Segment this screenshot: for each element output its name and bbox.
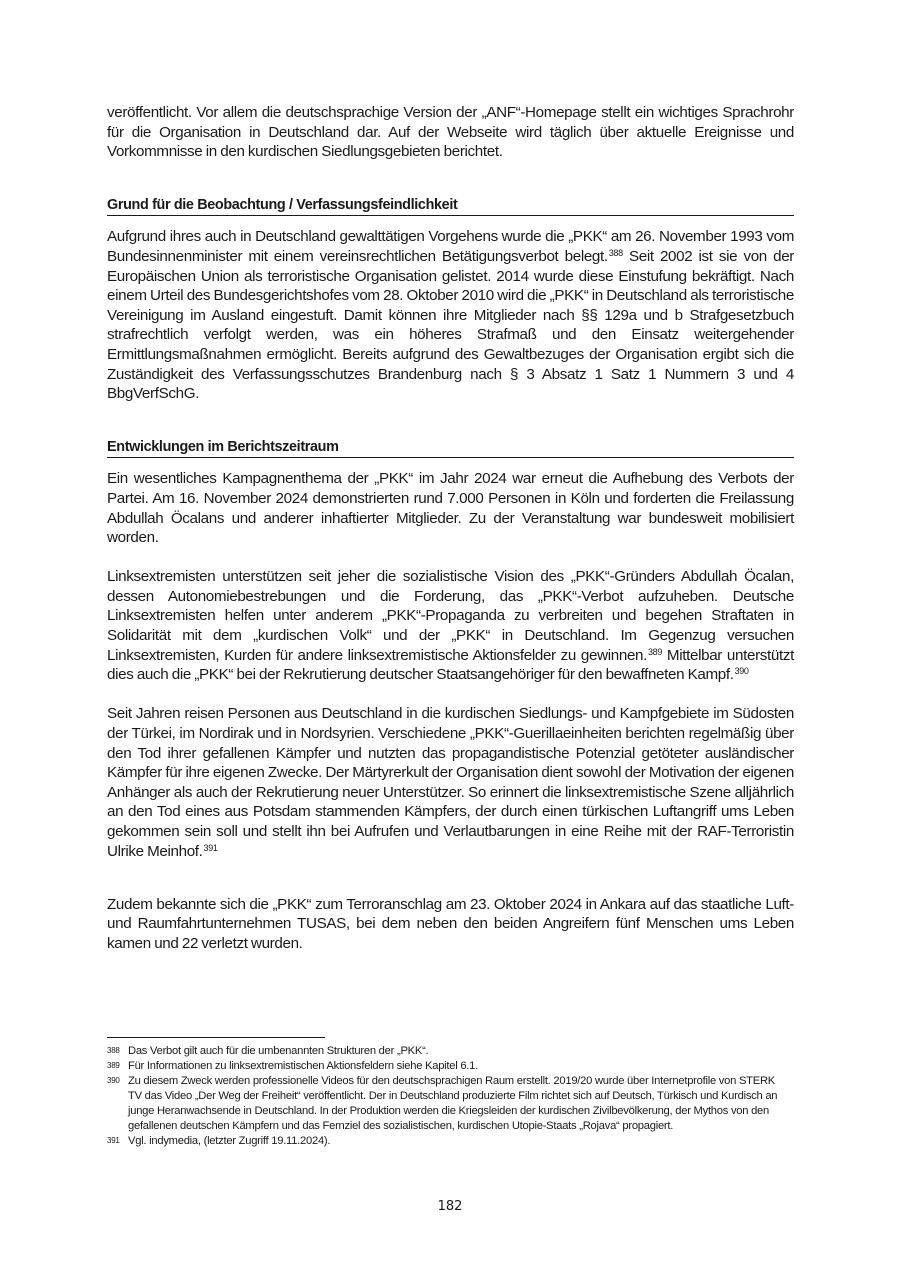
footnote-388 (107, 1044, 787, 1059)
paragraph-kampagnenthema: Ein wesentliches Kampagnenthema der „PKK“ im Jahr 2024 war erneut die Aufhebung des Verbots der Partei. Am 16. November 2024 demonstrierten rund 7.000 Personen in Köln und forderten die Freilassung Abdullah Öcalans und anderer inhaftierter Mitglieder. Zu der Veranstaltung war bundesweit mobilisiert worden. (107, 470, 794, 547)
paragraph-text: Linksextremisten unterstützen seit jeher die sozialistische Vision des „PKK“-Gründers Abdullah Öcalan, dessen Autonomiebestrebungen und die Forderung, das „PKK“-Verbot aufzuheben. Deutsche Linksextremisten helfen unter anderem „PKK“-Propaganda zu verbreiten und begehen Straftaten in Solidarität mit dem „kurdischen Volk“ und der „PKK“ in Deutschland. Im Gegenzug versuchen Linksextremisten, Kurden für andere linksextremistische Aktionsfelder zu gewinnen. (107, 568, 794, 664)
paragraph-linksextremisten (107, 567, 794, 685)
paragraph-text: Seit 2002 ist sie von der Europäischen Union als terroristische Organisation gelistet. 2014 wurde diese Einstufung bekräftigt. Nach einem Urteil des Bundesgerichtshofes vom 28. Oktober 2010 wird die „PKK“ in Deutschland als terroristische Vereinigung im Ausland eingestuft. Damit können ihre Mitglieder nach §§ 129a und b Strafgesetzbuch strafrechtlich verfolgt werden, was ein höheres Strafmaß und den Einsatz weitergehender Ermittlungsmaßnahmen ermöglicht. Bereits aufgrund des Gewaltbezuges der Organisation ergibt sich die Zuständigkeit des Verfassungsschutzes Brandenburg nach § 3 Absatz 1 Satz 1 Nummern 3 und 4 BbgVerfSchG. (107, 247, 795, 403)
paragraph-text: Aufgrund ihres auch in Deutschland gewalttätigen Vorgehens wurde die „PKK“ am 26. November 1993 vom Bundesinnenminister mit einem vereinsrechtlichen Betätigungsverbot belegt. (107, 228, 794, 265)
footnote-number: 391 (107, 1136, 120, 1145)
footnote-text: Für Informationen zu linksextremistischen Aktionsfeldern siehe Kapitel 6.1. (128, 1060, 478, 1072)
footnote-ref-389[interactable]: 389 (648, 646, 662, 657)
footnote-ref-391[interactable]: 391 (203, 842, 218, 853)
page-number: 182 (437, 1199, 463, 1214)
paragraph-text: Mittelbar unterstützt dies auch die „PKK“ bei der Rekrutierung deutscher Staatsangehöriger für den bewaffneten Kampf. (107, 646, 794, 684)
section-heading-entwicklungen: Entwicklungen im Berichtszeitraum (107, 438, 794, 458)
footnote-text: Das Verbot gilt auch für die umbenannten Strukturen der „PKK“. (128, 1045, 429, 1057)
paragraph-terroranschlag: Zudem bekannte sich die „PKK“ zum Terroranschlag am 23. Oktober 2024 in Ankara auf das staatliche Luft- und Raumfahrtunternehmen TUSAS, bei dem neben den beiden Angreifern fünf Menschen ums Leben kamen und 22 verletzt wurden. (107, 895, 794, 952)
paragraph-text: Seit Jahren reisen Personen aus Deutschland in die kurdischen Siedlungs- und Kampfgebiete im Südosten der Türkei, im Nordirak und in Nordsyrien. Verschiedene „PKK“-Guerillaeinheiten berichten regelmäßig über den Tod ihrer gefallenen Kämpfer und nutzten das propagandistische Potenzial getöteter ausländischer Kämpfer für ihre eigenen Zwecke. Der Märtyrerkult der Organisation dient sowohl der Motivation der eigenen Anhänger als auch der Rekrutierung neuer Unterstützer. So erinnert die linksextremistische Szene alljährlich an den Tod eines aus Potsdam stammenden Kämpfers, der durch einen türkischen Luftangriff ums Leben gekommen sein soll und stellt ihn bei Aufrufen und Verlautbarungen in eine Reihe mit der RAF-Terroristin Ulrike Meinhof. (107, 705, 794, 860)
paragraph-verfassungsfeindlichkeit (107, 227, 794, 403)
footnote-389 (107, 1059, 787, 1074)
main-content (107, 103, 794, 973)
footnote-text: Vgl. indymedia, (letzter Zugriff 19.11.2024). (128, 1135, 331, 1147)
intro-paragraph: veröffentlicht. Vor allem die deutschsprachige Version der „ANF“-Homepage stellt ein wichtiges Sprachrohr für die Organisation in Deutschland dar. Auf der Webseite wird täglich über aktuelle Ereignisse und Vorkommnisse in den kurdischen Siedlungsgebieten berichtet. (107, 104, 794, 161)
footnote-390 (107, 1074, 787, 1134)
footnote-number: 388 (107, 1046, 120, 1055)
footnote-391 (107, 1134, 787, 1149)
footnote-separator (107, 1037, 325, 1038)
footnote-text: Zu diesem Zweck werden professionelle Videos für den deutschsprachigen Raum erstellt. 2019/20 wurde über Internetprofile von STERK TV das Video „Der Weg der Freiheit“ veröffentlicht. Der in Deutschland produzierte Film richtet sich auf Deutsch, Türkisch und Kurdisch an junge Heranwachsende in Deutschland. In der Produktion werden die Kriegsleiden der kurdischen Zivilbevölkerung, der Mythos von den gefallenen deutschen Kämpfern und das Fernziel des sozialistischen, kurdischen Utopie-Staats „Rojava“ propagiert. (128, 1075, 778, 1132)
footnote-number: 390 (107, 1076, 120, 1085)
footnote-number: 389 (107, 1061, 120, 1070)
section-heading-grund: Grund für die Beobachtung / Verfassungsfeindlichkeit (107, 196, 794, 216)
paragraph-kampfgebiete (107, 704, 794, 861)
footnotes (107, 1044, 787, 1149)
footnote-ref-388[interactable]: 388 (608, 247, 623, 258)
footnote-ref-390[interactable]: 390 (734, 666, 749, 677)
